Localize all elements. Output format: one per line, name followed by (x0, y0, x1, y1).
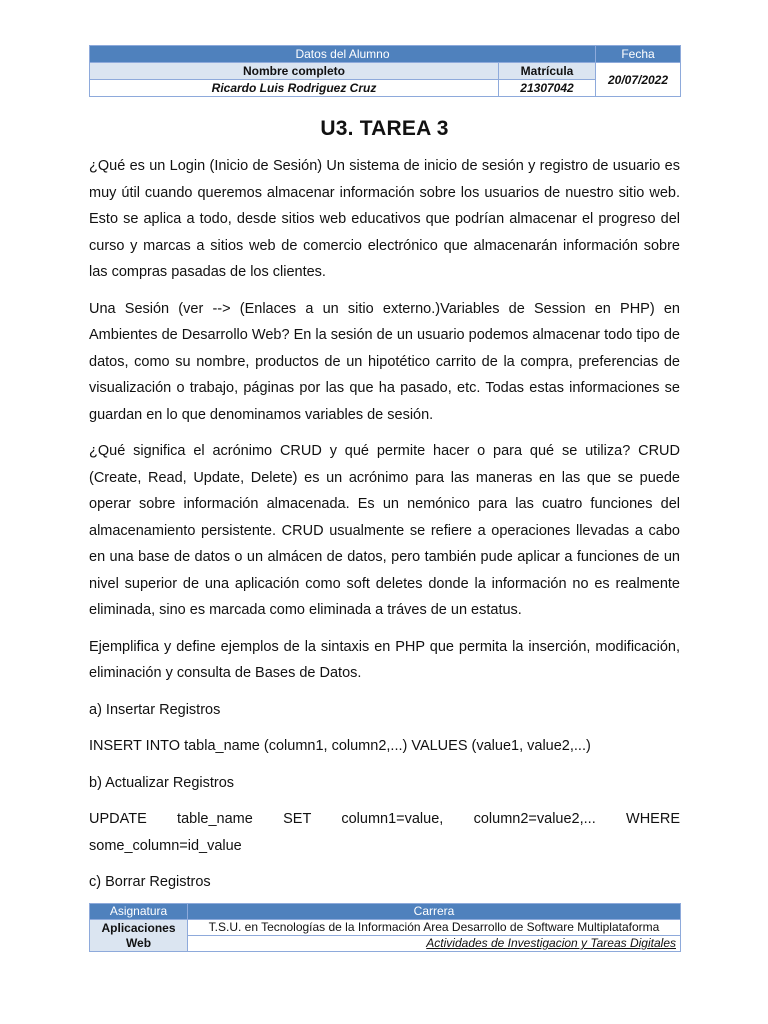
student-data-header: Datos del Alumno (90, 46, 596, 63)
subject-value: Aplicaciones Web (90, 920, 188, 952)
course-info-table (89, 903, 681, 952)
id-value: 21307042 (499, 80, 596, 97)
student-data-table (89, 45, 681, 97)
activity-value: Actividades de Investigacion y Tareas Digitales (188, 936, 681, 952)
paragraph-session: Una Sesión (ver --> (Enlaces a un sitio externo.)Variables de Session en PHP) en Ambientes de Desarrollo Web? En la sesión de un usuario podemos almacenar todo tipo de datos, como su nombre, productos de un hipotético carrito de la compra, preferencias de visualización o trabajo, páginas por las que ha pasado, etc. Todas estas informaciones se guardan en lo que denominamos variables de sesión. (89, 300, 680, 423)
page-title: U3. TAREA 3 (320, 117, 449, 140)
name-label: Nombre completo (90, 63, 499, 80)
name-value: Ricardo Luis Rodriguez Cruz (90, 80, 499, 97)
paragraph-php-examples: Ejemplifica y define ejemplos de la sintaxis en PHP que permita la inserción, modificación, eliminación y consulta de Bases de Datos. (89, 638, 680, 681)
update-code-line2: some_column=id_value (89, 837, 242, 854)
paragraph-login: ¿Qué es un Login (Inicio de Sesión) Un sistema de inicio de sesión y registro de usuario es muy útil cuando queremos almacenar información sobre los usuarios de nuestro sitio web. Esto se aplica a todo, desde sitios web educativos que podrían almacenar el progreso del curso y marcas a sitios web de comercio electrónico que almacenarán información sobre las compras pasadas de los clientes. (89, 158, 680, 280)
id-label: Matrícula (499, 63, 596, 80)
career-header: Carrera (188, 904, 681, 920)
footer-table-wrapper (89, 903, 680, 952)
delete-heading: c) Borrar Registros (89, 874, 211, 890)
document-page (89, 45, 680, 906)
insert-code: INSERT INTO tabla_name (column1, column2,...) VALUES (value1, value2,...) (89, 738, 591, 754)
date-value: 20/07/2022 (596, 63, 681, 97)
update-heading: b) Actualizar Registros (89, 774, 235, 791)
date-header: Fecha (596, 46, 681, 63)
insert-heading: a) Insertar Registros (89, 701, 221, 718)
update-code-line1: UPDATE table_name SET column1=value, column2=value2,... WHERE (89, 811, 680, 827)
career-value: T.S.U. en Tecnologías de la Información Area Desarrollo de Software Multiplataforma (188, 920, 681, 936)
paragraph-crud: ¿Qué significa el acrónimo CRUD y qué permite hacer o para qué se utiliza? CRUD (Create, Read, Update, Delete) es un acrónimo para las maneras en las que se puede operar sobre información almacenada. Es un nemónico para las cuatro funciones del almacenamiento persistente. CRUD usualmente se refiere a operaciones llevadas a cabo en una base de datos o un almácen de datos, pero también pude aplicar a funciones de un nivel superior de una aplicación como soft deletes donde la información no es realmente eliminada, sino es marcada como eliminada a tráves de un estatus. (89, 443, 680, 618)
subject-header: Asignatura (90, 904, 188, 920)
